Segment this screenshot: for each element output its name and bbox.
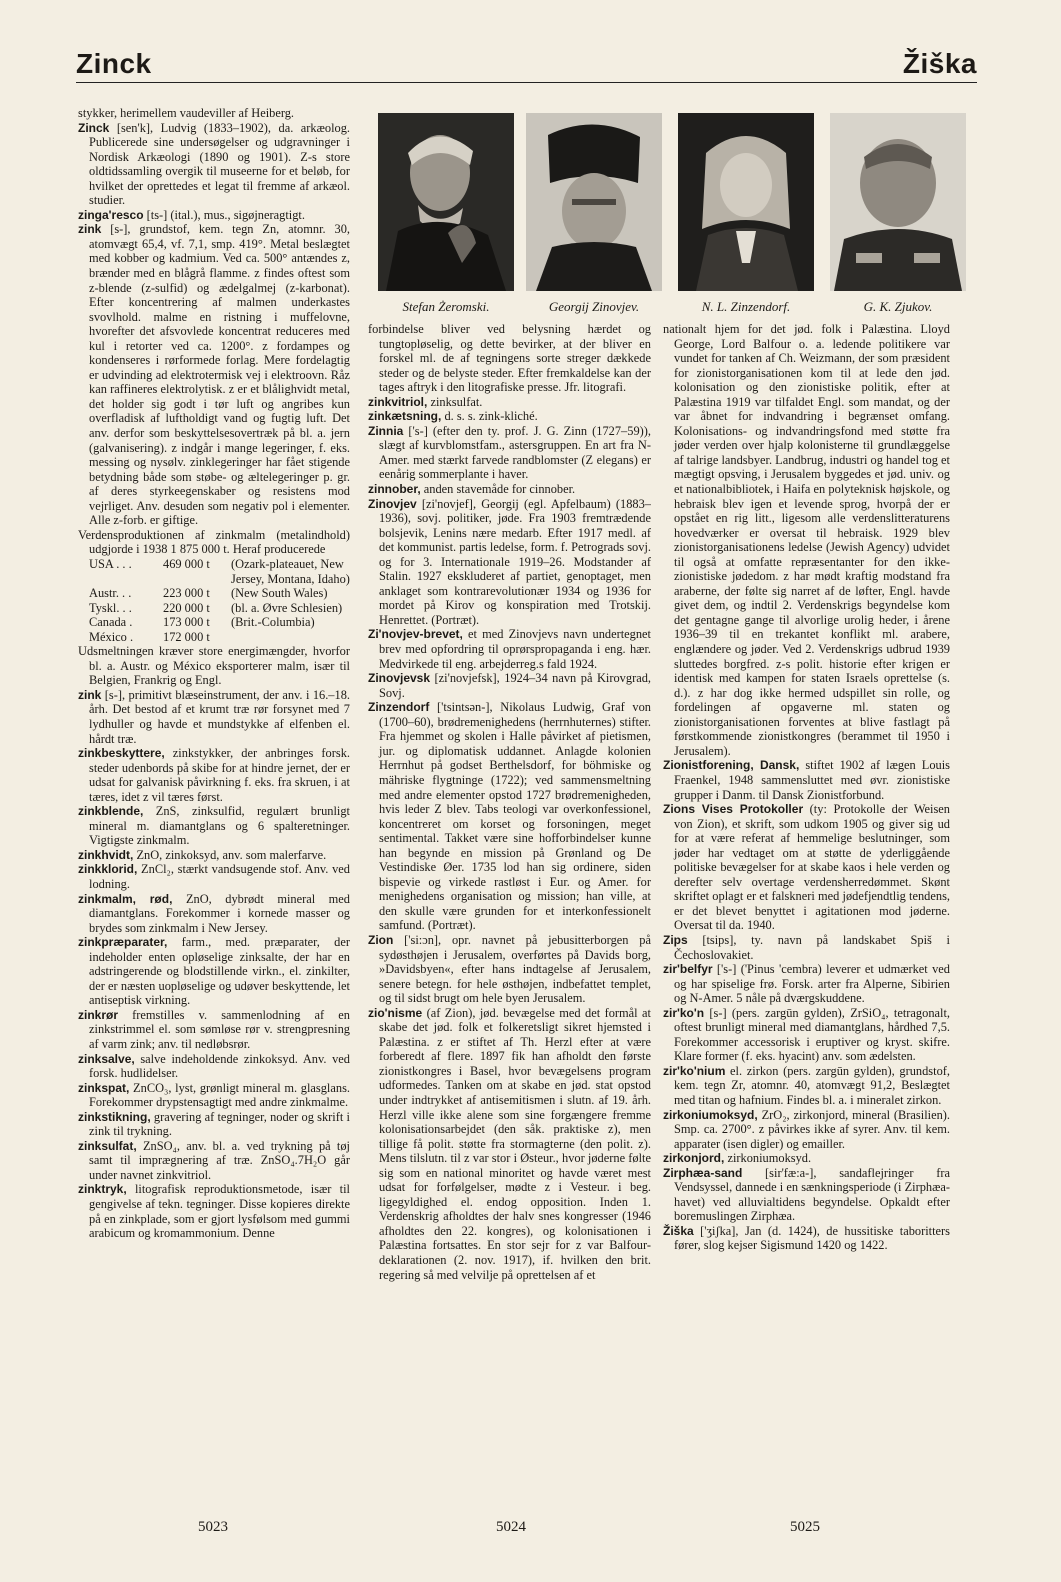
production-table-row (78, 615, 350, 630)
entry-text: el. zirkon (pers. zargūn gylden), grundstof, kem. tegn Zr, atomnr. 40, atomvægt 91,2, Beslægtet med titan og hafnium. Findes bl. a. i mineralet zirkon. (674, 1063, 950, 1107)
entry-text: [tsips], ty. navn på landskabet Spiš i Čechoslovakiet. (674, 932, 950, 962)
dictionary-entry (78, 746, 350, 804)
entry-text: ['ʒiʃka], Jan (d. 1424), de hussitiske taboritters fører, slog kejser Sigismund 1420 og 1422. (674, 1223, 950, 1253)
dictionary-entry (368, 482, 651, 497)
header-right-headword: Žiška (902, 48, 977, 79)
entry-headword: Zinck (78, 120, 110, 135)
dictionary-entry (663, 1224, 950, 1253)
dictionary-entry (368, 424, 651, 482)
entry-text: ZnO, dybrødt mineral med diamantglans. Forekommer i kornede masser og brydes som zinkmalm i New Jersey. (89, 891, 350, 935)
dictionary-entry (368, 409, 651, 424)
production-table-row (78, 601, 350, 616)
entry-text: d. s. s. zink-kliché. (441, 409, 538, 424)
entry-text: litografisk reproduktionsmetode, især til gengivelse af tekn. tegninger. Disse kopieres direkte på en zinkplade, som er gjort lysfølsom med gummi arabicum og kromammonium. Denne (89, 1182, 350, 1241)
entry-text: [zi'novjef], Georgij (egl. Apfelbaum) (1883–1936), sovj. politiker, jøde. Fra 1903 fremtrædende bolsjevik, Lenins nære medarb. Efter 1917 medl. af det kommunist. partis ledelse, form. f. Petrograds sovj. og for 3. Internationale 1919–26. Modstander af Stalin. 1927 ekskluderet af partiet, genoptaget, men anklaget som kontrarevolutionær 1934 og 1936 for mordet på Kirov og konspiration med Trotskij. Henrettet. (Portræt). (379, 496, 651, 627)
portrait-zjukov-image (830, 113, 966, 291)
dictionary-entry (78, 688, 350, 746)
entry-headword: zinga'resco (78, 207, 144, 222)
dictionary-entry (78, 804, 350, 848)
portrait-zeromski (378, 113, 514, 315)
entry-headword: Žiška (663, 1223, 694, 1238)
entry-headword: zinktryk, (78, 1182, 127, 1197)
dictionary-entry (78, 1182, 350, 1240)
dictionary-entry (78, 935, 350, 1008)
dictionary-entry (368, 671, 651, 700)
entry-headword: zinkmalm, rød, (78, 891, 173, 906)
entry-text: anden stavemåde for cinnober. (420, 482, 576, 497)
text-column-3 (663, 322, 950, 1508)
amount-cell: 172 000 t (163, 629, 210, 644)
region-cell: (bl. a. Øvre Schlesien) (231, 600, 343, 615)
dictionary-entry (78, 644, 350, 688)
entry-headword: zinnober, (368, 482, 421, 497)
portrait-photo (378, 113, 514, 291)
dictionary-entry (663, 1006, 950, 1064)
country-cell: Canada . (89, 615, 133, 630)
entry-text: [s-], grundstof, kem. tegn Zn, atomnr. 30, atomvægt 65,4, vf. 7,1, smp. 419°. Metal beslægtet med kobber og kadmium. Ved ca. 500° antændes z, brænder med en blågrå flamme. z findes oftest som z-blende (z-sulfid) og ædelgalmej (z-karbonat). Efter koncentrering af malmen underkastes svovlhold. malme en ristning i muffelovne, hvorefter det afsvovlede koncentrat reduceres med kul i retorter ved ca. 1200°. z fordampes og kondenseres i rørformede forlag. Mere fordelagtig er udvinding ad elektrotermisk vej i elektroovn. Råz kan raffineres elektrolytisk. z er et blålighvidt metal, det holder sig godt i tør luft og angribes kun overfladisk af luftholdigt vand og fugtig luft. Det anv. derfor som beskyttelsesovertræk på bl. a. jern (galvanisering). z indgår i mange legeringer, f. eks. messing og nysølv. zinklegeringer har fået stigende betydning både som støbe- og æltelegeringer p. gr. af deres styrkeegenskaber og resistens mod vejrliget. Anv. desuden som negativ pol i elementer. Alle z-forb. er giftige. (89, 222, 350, 528)
country-cell: México . (89, 629, 134, 644)
entry-text: [zi'novjefsk], 1924–34 navn på Kirovgrad, Sovj. (379, 671, 651, 700)
entry-text: zirkoniumoksyd. (724, 1151, 812, 1166)
portrait-zinzendorf (678, 113, 814, 315)
entry-headword: zinkrør (78, 1007, 119, 1022)
entry-text: ['tsintsən-], Nikolaus Ludwig, Graf von (1700–60), brødremenighedens (herrnhuternes) stifter. Fra hjemmet og skolen i Halle påvirket af pietismen, jur. og diplomatisk uddannet. Anlagde kolonien Herrnhut på godset Berthelsdorf, for böhmiske og mähriske flygtninge (1722); ved sammensmeltning med andre elementer opstod 1727 brødremenigheden, hvis leder Z blev. Tabs teologi var overkonfessionel, koncentreret om korset og forsoningen, meget sentimental. Takket være sine hofforbindelser kunne han begynde en mission på Grønland og De Vestindiske Øer. 1735 lod han sig ordinere, siden bispevie og virkede rastløst i Eur. og Amer. for menighedens organisation og mission; han ville, at den skulle være grunden for et interkonfessionelt samfund. (Portræt). (379, 700, 651, 933)
dictionary-entry (368, 322, 651, 395)
portrait-photo (830, 113, 966, 291)
entry-headword: zir'ko'nium (663, 1063, 726, 1078)
entry-text: Verdensproduktionen af zinkmalm (metalindhold) udgjorde i 1938 1 875 000 t. Heraf producerede (78, 527, 350, 557)
entry-headword: Zirphæa-sand (663, 1165, 743, 1180)
region-cell: (Ozark-plateauet, New Jersey, Montana, Idaho) (231, 556, 350, 586)
portrait-caption: Stefan Żeromski. (402, 299, 490, 314)
portrait-zinzendorf-image (678, 113, 814, 291)
entry-text: stiftet 1902 af lægen Louis Fraenkel, 1948 sammensluttet med øvr. zionistiske grupper i Danm. til Dansk Zionistforbund. (674, 758, 950, 802)
dictionary-entry (368, 627, 651, 671)
entry-text: forbindelse bliver ved belysning hærdet og tungtopløselig, og dette bevirker, at der bliver en forskel ml. de af tegningens sorte streger dækkede steder og de belyste steder. Efter fremkaldelse kan der tages aftryk i den litografiske presse. Jfr. litografi. (368, 322, 651, 395)
entry-headword: Zinnia (368, 423, 404, 438)
entry-text: [s-] (pers. zargūn gylden), ZrSiO₄, tetragonalt, oftest brunligt mineral med diamantglans, hårdhed 7,5. Forekommer accessorisk i eruptiver og kryst. skifre. Klare former (f. eks. hyacint) anv. som ædelsten. (674, 1005, 950, 1064)
dictionary-entry (368, 933, 651, 1006)
dictionary-entry (78, 1110, 350, 1139)
dictionary-entry (78, 892, 350, 936)
entry-text: Udsmeltningen kræver store energimængder, hvorfor bl. a. Austr. og México eksporterer malm, især til Belgien, Frankrig og Engl. (78, 644, 350, 688)
entry-headword: zinkbeskyttere, (78, 746, 165, 761)
entry-headword: Zinovjevsk (368, 671, 431, 686)
entry-text: ZnCl₂, stærkt vandsugende stof. Anv. ved lodning. (89, 862, 350, 891)
entry-text: [sir'fæ:a-], sandaflejringer fra Vendsyssel, dannede i en sænkningsperiode (i Zirphæa-havet) ved alluvialtidens begyndelse. Opkaldt efter boremuslingen Zirphæa. (674, 1165, 950, 1224)
entry-text: [sen'k], Ludvig (1833–1902), da. arkæolog. Publicerede sine undersøgelser og udgravninger i Nordisk Arkæologi (1890 og 1901). Z-s store oldtidssamling overgik til museerne for et beløb, for hvilket der oprettedes et legat til fremme af arkæol. studier. (89, 120, 350, 208)
portrait-photo (526, 113, 662, 291)
entry-headword: zinkvitriol, (368, 394, 428, 409)
entry-text: stykker, herimellem vaudeviller af Heiberg. (78, 106, 295, 120)
entry-text: zinksulfat. (427, 394, 483, 409)
entry-text: ['s-] (efter den ty. prof. J. G. Zinn (1727–59)), slægt af kurvblomstfam., astersgruppen. En art fra N-Amer. med stærkt farvede randblomster (Z elegans) er eenårig sommerplante i haver. (379, 423, 651, 482)
dictionary-entry (368, 395, 651, 410)
entry-headword: zinkpræparater, (78, 935, 168, 950)
entry-text: [ts-] (ital.), mus., sigøjneragtigt. (143, 207, 305, 222)
dictionary-entry (78, 1008, 350, 1052)
amount-cell: 220 000 t (163, 600, 210, 615)
dictionary-entry (368, 700, 651, 933)
entry-headword: zinkblende, (78, 804, 144, 819)
dictionary-entry (78, 848, 350, 863)
dictionary-entry (78, 222, 350, 527)
dictionary-entry (78, 106, 350, 121)
entry-text: ZrO₂, zirkonjord, mineral (Brasilien). Smp. ca. 2700°. z påvirkes ikke af syrer. Anv. til kem. apparater (isen digler) og emailler. (674, 1107, 950, 1151)
dictionary-entry (663, 1151, 950, 1166)
portrait-zjukov (830, 113, 966, 315)
dictionary-entry (663, 1064, 950, 1108)
header-rule (76, 82, 977, 83)
entry-headword: zinkspat, (78, 1080, 130, 1095)
entry-headword: zinksulfat, (78, 1138, 137, 1153)
entry-headword: Zions Vises Protokoller (663, 802, 804, 817)
amount-cell: 223 000 t (163, 586, 210, 601)
entry-text: ['si:ɔn], opr. navnet på jebusitterborgen på sydøsthøjen i Jerusalem, overførtes på Davids borg, »Davidsbyen«, efter hans indtagelse af Jerusalem, senere betegn. for hele østhøjen, indbefattet templet, og til sidst brugt om hele byen Jerusalem. (379, 932, 651, 1006)
entry-headword: Zinovjev (368, 496, 417, 511)
entry-headword: zinkhvidt, (78, 847, 134, 862)
entry-headword: Zionistforening, Dansk, (663, 758, 800, 773)
entry-text: [s-], primitivt blæseinstrument, der anv. i 16.–18. årh. Det bestod af et krumt træ rør forsynet med 7 lydhuller og havde et mundstykke af elfenben el. hårdt træ. (89, 687, 350, 746)
dictionary-entry (663, 1166, 950, 1224)
entry-headword: zirkoniumoksyd, (663, 1107, 758, 1122)
entry-text: (af Zion), jød. bevægelse med det formål at skabe det jød. folk et folkeretsligt sikret hjemsted i Palæstina. z er stiftet af Th. Herzl efter at være forberedt af flere. 1897 fik han afholdt den første zionistkongres i Basel, hvor bevægelsens program udformedes. Tanken om at skabe en jød. stat opstod under indtrykket af antisemitismen i slutn. af 19. årh. Herzl ville ikke alene som sine forgængere fremme kolonisationsarbejdet (den såk. praktiske z), men tillige få polit. støtte fra stormagterne (den polit. z). Mens tilslutn. til z var stor i Østeur., hvor jøderne følte sig som en national minoritet og havde været mest udsat for forfølgelser, mødte z i Vesteur. i beg. ligegyldighed el. endog opposition. Inden 1. Verdenskrig afholdtes der halv snes kongresser (1946 afholdtes den 22. kongres), og kolonisationen i Palæstina fortsattes. En stor sejr for z var Balfour-deklarationen (2. nov. 1917), if. hvilken den brit. regering så med velvilje på oprettelsen af et (379, 1005, 651, 1282)
entry-text: nationalt hjem for det jød. folk i Palæstina. Lloyd George, Lord Balfour o. a. ledende politikere var vundet for tanken af Ch. Weizmann, der som præsident for zionistorganisationen kom til at lede den jød. kolonisation og den zionistiske politik, efter at Palæstina 1919 var tilfaldet Engl. som mandat, og der var åbnet for indvandring i begrænset omfang. Kolonisations- og indvandringsfond med støtte fra jøder verden over hjalp kolonisterne til grundlæggelse af talrige landsbyer. Landbrug, industri og handel tog et mægtigt opsving, i Jerusalem byggedes et jød. univ. og et nationalbibliotek, i Haifa en polyteknisk højskole, og hebraisk blev igen et levende sprog, hvorpå der er opstået en rig litt., ligesom alle verdenslitteraturens hovedværker er oversat til hebraisk. 1929 blev zionistorganisationens ledelse (Jewish Agency) udvidet til også at omfatte repræsentanter for den ikke-zionistiske jødedom. z har mødt kraftig modstand fra araberne, der følte sig narret af de løfter, Engl. havde givet dem, og indtil 2. Verdenskrigs begyndelse kom det gentagne gange til alvorlige urolig heder, i årene 1936–39 til en trekantet konflikt ml. arabere, englændere og jøder. Ved 2. Verdenskrigs udbrud 1939 sluttedes borgfred. z-s polit. historie efter krigen er identisk med kampen for staten Israels oprettelse (s. d.). z har dog ikke hermed udspillet sin rolle, og fordelingen af opgaverne ml. staten og zionistorganisationen forventes at blive fastlagt på førstkommende zionistkongres (berammet til 1950 i Jerusalem). (663, 322, 950, 758)
entry-headword: zir'ko'n (663, 1005, 705, 1020)
portrait-zinovjev (526, 113, 662, 315)
dictionary-entry (78, 1081, 350, 1110)
region-cell: (Brit.-Columbia) (231, 615, 315, 630)
production-table-row (78, 557, 350, 586)
entry-text: salve indeholdende zinkoksyd. Anv. ved forsk. hudlidelser. (89, 1051, 350, 1081)
page-number-right: 5025 (790, 1519, 820, 1535)
entry-headword: zio'nisme (368, 1005, 423, 1020)
page-number-left: 5023 (198, 1519, 228, 1535)
production-table-row (78, 586, 350, 601)
entry-text: ZnSO₄, anv. bl. a. ved trykning på tøj samt til imprægnering af træ. ZnSO₄.7H₂O går under navnet zinkvitriol. (89, 1138, 350, 1182)
portrait-zinovjev-image (526, 113, 662, 291)
dictionary-entry (78, 121, 350, 208)
portrait-caption: Georgij Zinovjev. (548, 299, 640, 314)
region-cell: (New South Wales) (231, 586, 328, 601)
entry-text: ZnO, zinkoksyd, anv. som malerfarve. (133, 847, 327, 862)
dictionary-entry (663, 933, 950, 962)
text-column-1 (78, 106, 350, 1506)
entry-text: fremstilles v. sammenlodning af en zinkstrimmel el. som sømløse rør v. strengpresning af varm zink; anv. til nedløbsrør. (89, 1007, 350, 1051)
dictionary-entry (368, 1006, 651, 1282)
portrait-strip (378, 113, 970, 318)
entry-text: farm., med. præparater, der indeholder enten opløselige zinksalte, der har en adstringerende og blodstillende virkn., el. zinkilter, der er næsten uopløselige og udøver beskyttende, let antiseptisk virkning. (89, 935, 350, 1008)
entry-text: et med Zinovjevs navn undertegnet brev med opfordring til oprørspropaganda i eng. hær. Medvirkede til eng. arbejderreg.s fald 1924. (379, 627, 651, 671)
entry-text: zinkstykker, der anbringes forsk. steder udenbords på skibe for at hindre jernet, der er udsat for galvanisk påvirkning f. eks. fra skruen, i at tæres, idet z vil tæres først. (89, 746, 350, 804)
dictionary-entry (78, 528, 350, 557)
entry-headword: Zi'novjev-brevet, (368, 627, 463, 642)
amount-cell: 173 000 t (163, 615, 210, 630)
header-left-headword: Zinck (76, 48, 152, 79)
country-cell: Tyskl. . . (89, 600, 132, 615)
entry-headword: Zinzendorf (368, 700, 430, 715)
amount-cell: 469 000 t (163, 556, 210, 571)
portrait-zeromski-image (378, 113, 514, 291)
dictionary-entry (663, 802, 950, 933)
entry-headword: Zion (368, 932, 394, 947)
page-number-middle: 5024 (496, 1519, 526, 1535)
entry-headword: zinkstikning, (78, 1109, 151, 1124)
country-cell: Austr. . . (89, 586, 132, 601)
country-cell: USA . . . (89, 556, 132, 571)
dictionary-entry (78, 208, 350, 223)
region-cell (231, 630, 350, 645)
dictionary-entry (78, 1139, 350, 1183)
entry-headword: zink (78, 222, 102, 237)
entry-text: ['s-] ('Pinus 'cembra) leverer et udmærket ved og har spiselige frø. Forsk. arter fra Alperne, Sibirien og N-Amer. 5 nåle på dværgskuddene. (674, 962, 950, 1006)
dictionary-entry (368, 497, 651, 628)
portrait-photo (678, 113, 814, 291)
dictionary-entry (663, 1108, 950, 1152)
entry-text: ZnCO₃, lyst, grønligt mineral m. glasglans. Forekommer drypstensagtigt med andre zinkmalme. (89, 1080, 350, 1110)
entry-headword: zirkonjord, (663, 1151, 725, 1166)
entry-text: ZnS, zinksulfid, regulært brunligt mineral m. diamantglans og 6 spalteretninger. Vigtigste zinkmalm. (89, 804, 350, 848)
entry-text: gravering af tegninger, noder og skrift i zink til trykning. (89, 1109, 350, 1139)
production-table-row (78, 630, 350, 645)
dictionary-entry (78, 862, 350, 891)
entry-headword: zinksalve, (78, 1051, 135, 1066)
dictionary-entry (78, 1052, 350, 1081)
text-column-2 (368, 322, 651, 1508)
dictionary-entry (663, 962, 950, 1006)
entry-headword: zir'belfyr (663, 962, 713, 977)
entry-headword: zinkætsning, (368, 409, 442, 424)
entry-headword: Zips (663, 932, 688, 947)
portrait-caption: G. K. Zjukov. (863, 299, 933, 314)
dictionary-entry (663, 322, 950, 758)
dictionary-entry (663, 758, 950, 802)
entry-text: (ty: Protokolle der Weisen von Zion), et skrift, som udkom 1905 og giver sig ud for at være referat af hemmelige beslutninger, som jøder har vedtaget om at støtte de yderliggående politiske bevægelser for at skabe kaos i hele verden og derefter selv overtage verdensherredømmet. Skønt skriftet oplagt er et falskneri med jødefjendtlig tendens, er det blevet benyttet i agitationen mod jøderne. Oversat til da. 1940. (674, 802, 950, 933)
entry-headword: zinkklorid, (78, 862, 138, 877)
entry-headword: zink (78, 687, 102, 702)
portrait-caption: N. L. Zinzendorf. (701, 299, 791, 314)
